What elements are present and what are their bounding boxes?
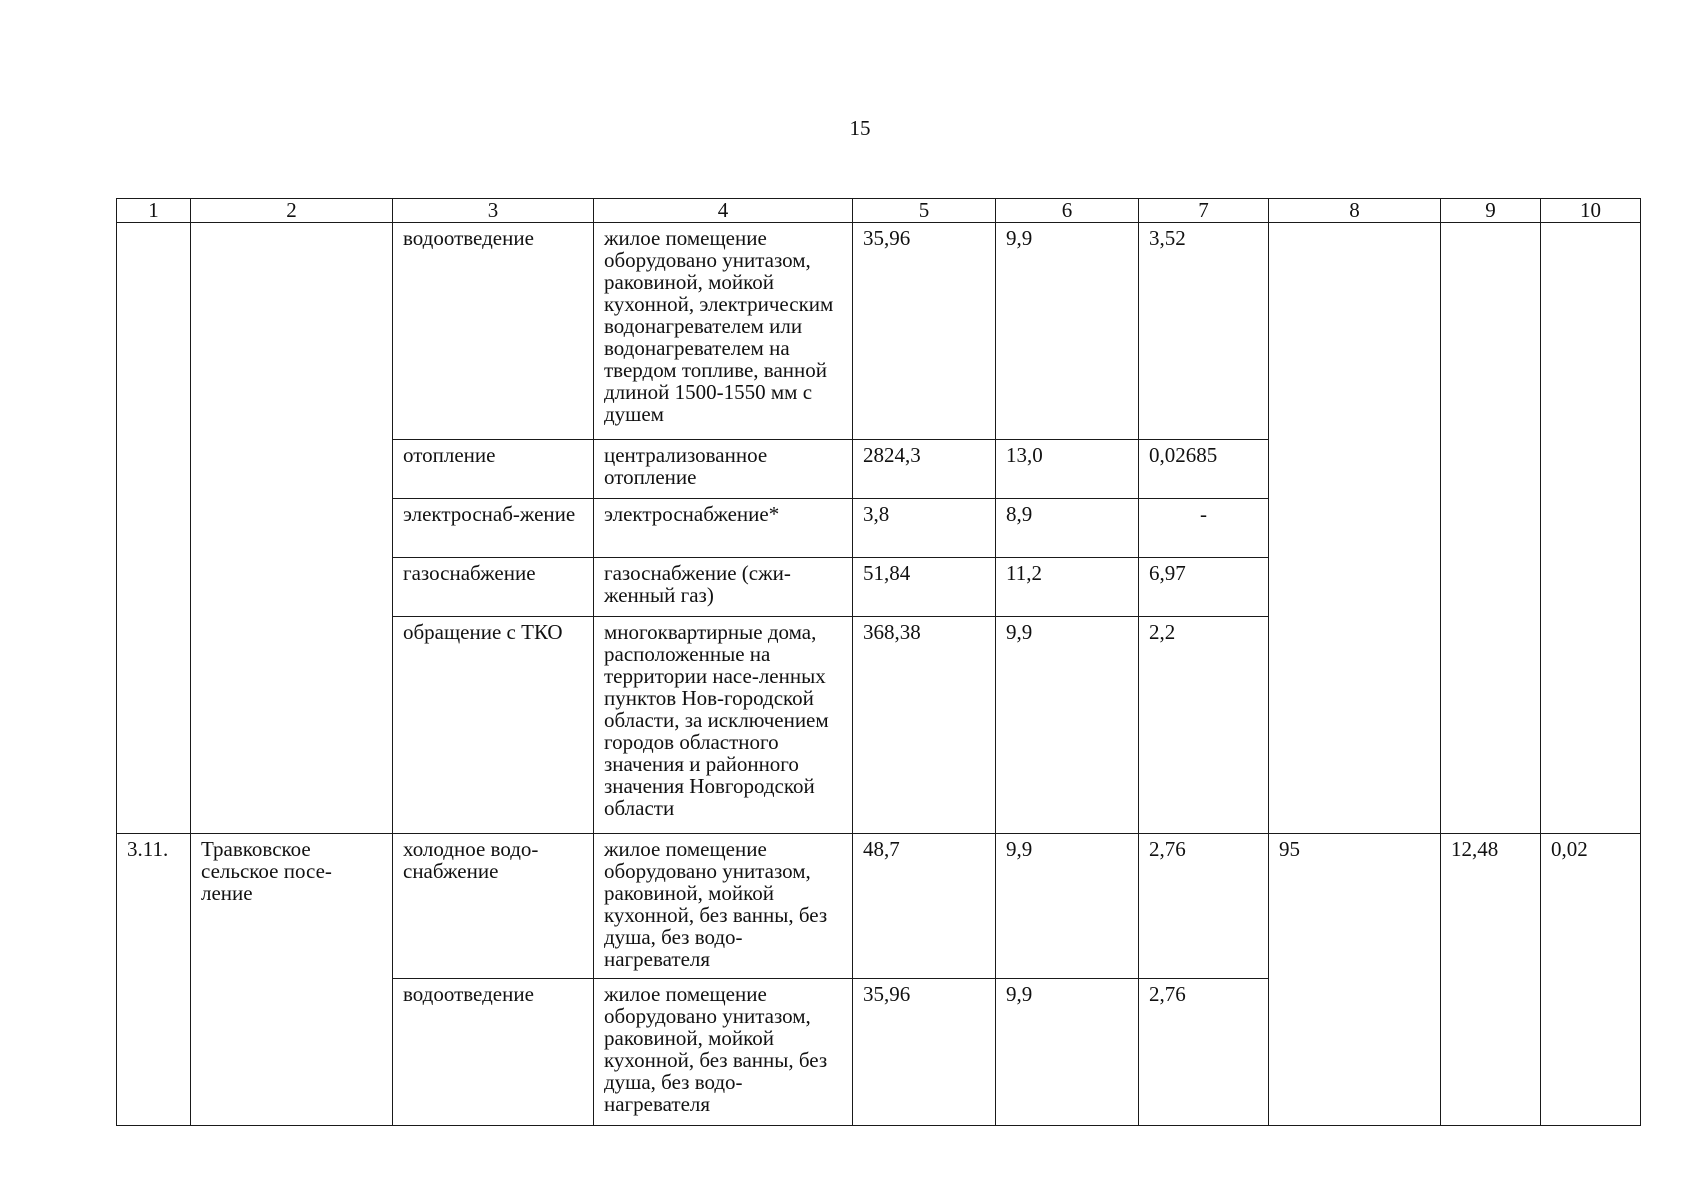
cell-value-10-empty (1541, 223, 1641, 834)
cell-value-7: 2,76 (1139, 834, 1269, 979)
cell-value-6: 9,9 (996, 834, 1139, 979)
cell-value-5: 35,96 (853, 223, 996, 440)
header-cell-9: 9 (1441, 199, 1541, 223)
cell-description: жилое помещение оборудовано унитазом, раковиной, мойкой кухонной, электрическим водонагревателем или водонагревателем на твердом топливе, ванной длиной 1500-1550 мм с душем (594, 223, 853, 440)
cell-value-5: 51,84 (853, 558, 996, 617)
cell-service: отопление (393, 440, 594, 499)
cell-value-5: 48,7 (853, 834, 996, 979)
cell-service: газоснабжение (393, 558, 594, 617)
header-cell-8: 8 (1269, 199, 1441, 223)
cell-value-5: 3,8 (853, 499, 996, 558)
cell-description: газоснабжение (сжи-женный газ) (594, 558, 853, 617)
cell-value-7: 0,02685 (1139, 440, 1269, 499)
tariff-table (116, 198, 1641, 1126)
header-row (117, 199, 1641, 223)
cell-service: обращение с ТКО (393, 617, 594, 834)
cell-value-9: 12,48 (1441, 834, 1541, 1126)
cell-value-7: 2,2 (1139, 617, 1269, 834)
cell-number-empty (117, 223, 191, 834)
header-cell-6: 6 (996, 199, 1139, 223)
cell-value-6: 9,9 (996, 979, 1139, 1126)
cell-value-5: 2824,3 (853, 440, 996, 499)
cell-value-6: 13,0 (996, 440, 1139, 499)
cell-service: электроснаб-жение (393, 499, 594, 558)
header-cell-3: 3 (393, 199, 594, 223)
cell-value-5: 368,38 (853, 617, 996, 834)
header-cell-1: 1 (117, 199, 191, 223)
cell-number: 3.11. (117, 834, 191, 1126)
cell-value-6: 11,2 (996, 558, 1139, 617)
cell-value-8-empty (1269, 223, 1441, 834)
table-row (117, 223, 1641, 440)
cell-service: водоотведение (393, 223, 594, 440)
cell-service: водоотведение (393, 979, 594, 1126)
cell-description: многоквартирные дома, расположенные на территории насе-ленных пунктов Нов-городской области, за исключением городов областного значения и районного значения Новгородской области (594, 617, 853, 834)
header-cell-2: 2 (191, 199, 393, 223)
cell-value-7: 6,97 (1139, 558, 1269, 617)
cell-value-7: 2,76 (1139, 979, 1269, 1126)
cell-value-8: 95 (1269, 834, 1441, 1126)
cell-settlement: Травковское сельское посе-ление (191, 834, 393, 1126)
cell-value-7: - (1139, 499, 1269, 558)
cell-description: жилое помещение оборудовано унитазом, раковиной, мойкой кухонной, без ванны, без душа, без водо-нагревателя (594, 979, 853, 1126)
cell-value-5: 35,96 (853, 979, 996, 1126)
header-cell-4: 4 (594, 199, 853, 223)
cell-service: холодное водо-снабжение (393, 834, 594, 979)
cell-settlement-empty (191, 223, 393, 834)
header-cell-10: 10 (1541, 199, 1641, 223)
cell-description: централизованное отопление (594, 440, 853, 499)
header-cell-5: 5 (853, 199, 996, 223)
cell-value-10: 0,02 (1541, 834, 1641, 1126)
table-row (117, 834, 1641, 979)
cell-value-6: 9,9 (996, 223, 1139, 440)
cell-description: жилое помещение оборудовано унитазом, раковиной, мойкой кухонной, без ванны, без душа, без водо-нагревателя (594, 834, 853, 979)
header-cell-7: 7 (1139, 199, 1269, 223)
cell-value-6: 8,9 (996, 499, 1139, 558)
cell-value-6: 9,9 (996, 617, 1139, 834)
page-number: 15 (849, 116, 871, 140)
cell-value-9-empty (1441, 223, 1541, 834)
cell-description: электроснабжение* (594, 499, 853, 558)
cell-value-7: 3,52 (1139, 223, 1269, 440)
